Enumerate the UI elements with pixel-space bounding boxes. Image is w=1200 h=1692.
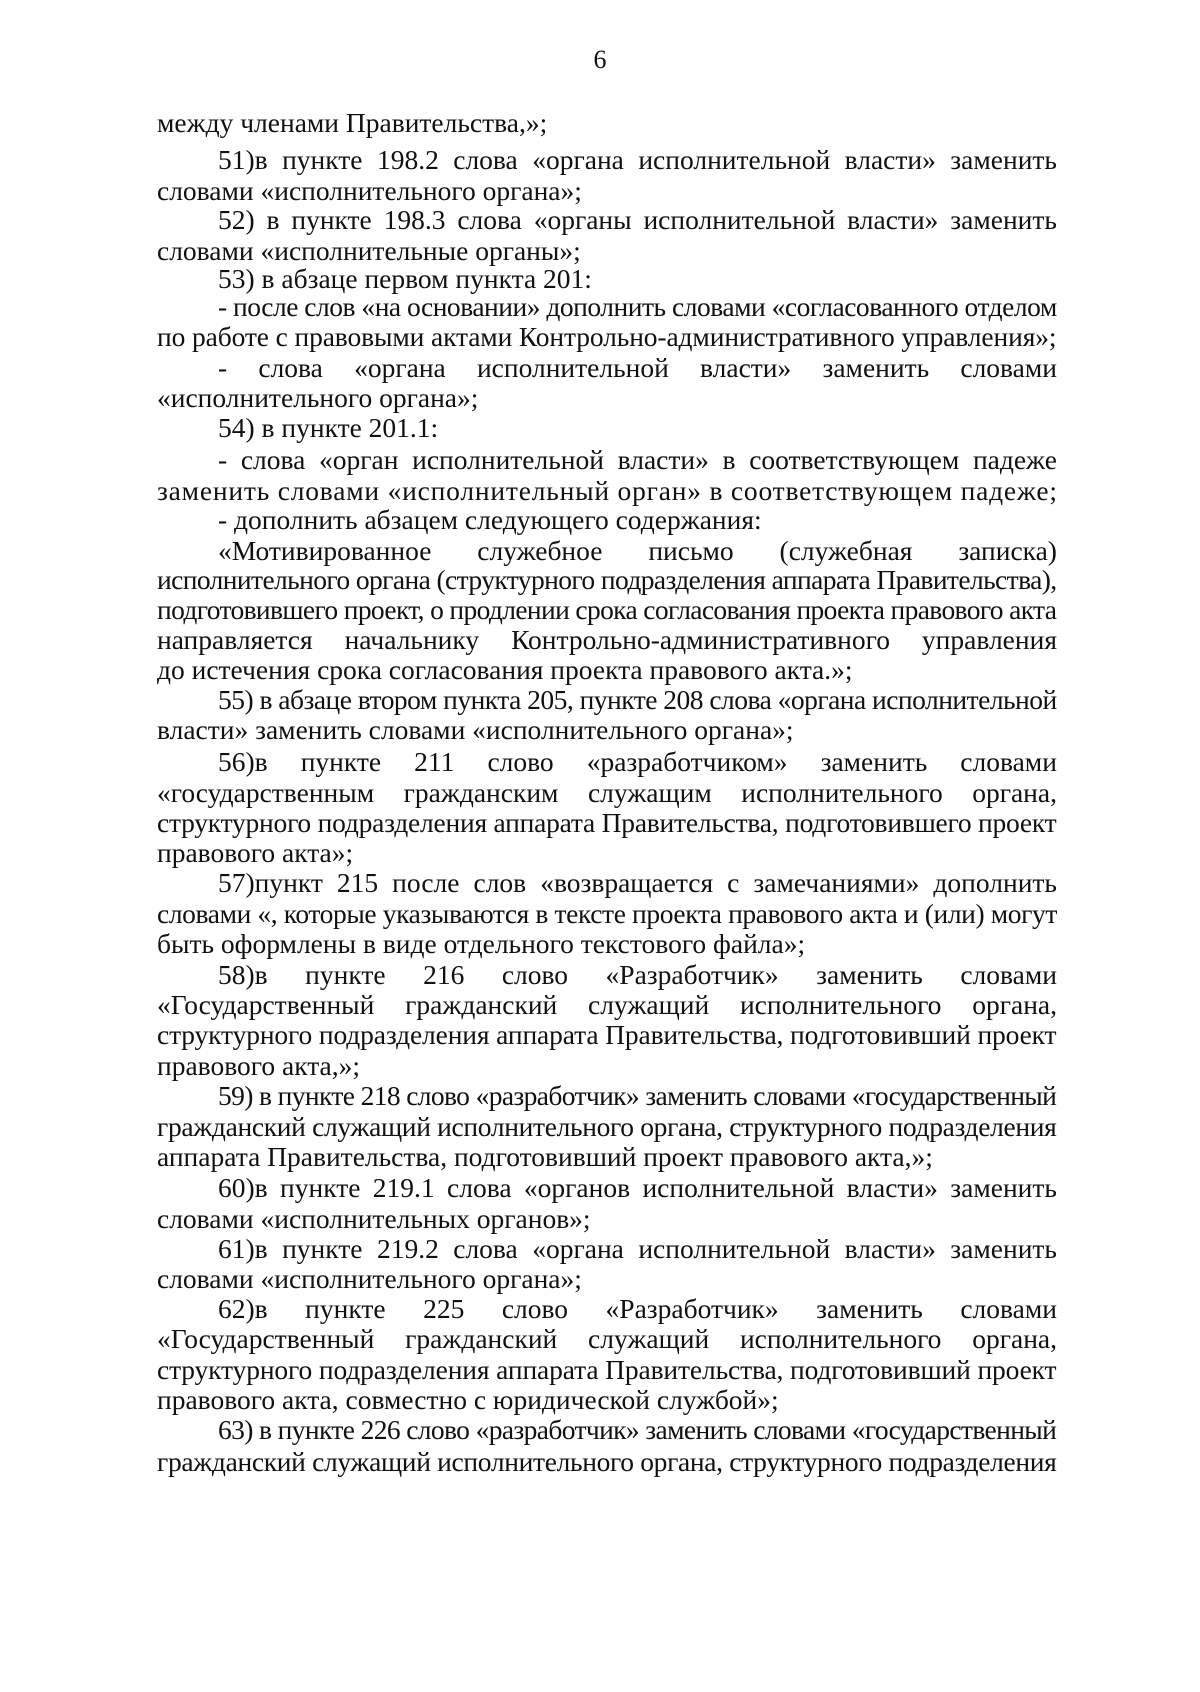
word: «органа bbox=[532, 1233, 624, 1264]
text-line bbox=[218, 958, 1057, 992]
word: 225 bbox=[423, 1293, 465, 1324]
word: власти» bbox=[844, 1233, 936, 1264]
text-line bbox=[218, 203, 1057, 237]
word: «возвращается bbox=[540, 867, 714, 898]
word: заменить bbox=[950, 204, 1057, 235]
word: «Разработчик» bbox=[605, 1293, 779, 1324]
word: дополнить bbox=[933, 867, 1057, 898]
word: записка) bbox=[958, 535, 1057, 566]
word: пункте bbox=[282, 144, 363, 175]
word: падеже bbox=[972, 444, 1057, 475]
word: власти» bbox=[846, 1172, 938, 1203]
text-line: правового акта, совместно с юридической службой»; bbox=[157, 1384, 779, 1415]
word: «разработчиком» bbox=[586, 746, 788, 777]
text-line: гражданский служащий исполнительного органа, структурного подразделения bbox=[157, 1111, 1057, 1142]
text-line: быть оформлены в виде отдельного текстового файла»; bbox=[157, 928, 806, 959]
word: заменить bbox=[822, 352, 930, 383]
word: слова bbox=[453, 1233, 518, 1264]
text-line: 53) в абзаце первом пункта 201: bbox=[218, 263, 592, 294]
word: служебное bbox=[477, 535, 603, 566]
word: слово bbox=[501, 959, 569, 990]
word: исполнительной bbox=[638, 144, 831, 175]
text-line: структурного подразделения аппарата Правительства, подготовивший проект bbox=[157, 1354, 1057, 1385]
word: гражданским bbox=[403, 777, 559, 808]
text-line bbox=[157, 776, 1057, 810]
word: «органов bbox=[523, 1172, 631, 1203]
text-line: - после слов «на основании» дополнить словами «согласованного отделом bbox=[218, 291, 1057, 322]
word: заменить bbox=[950, 1172, 1057, 1203]
word: исполнительной bbox=[638, 1233, 831, 1264]
word: - bbox=[218, 352, 228, 383]
word: гражданский bbox=[405, 1323, 558, 1354]
text-line bbox=[218, 143, 1057, 177]
text-line: заменить словами «исполнительный орган» в соответствующем падеже; bbox=[157, 475, 1058, 506]
text-line: структурного подразделения аппарата Правительства, подготовивший проект bbox=[157, 1019, 1057, 1050]
word: 61)в bbox=[218, 1233, 268, 1264]
word: власти» bbox=[617, 444, 709, 475]
text-line: структурного подразделения аппарата Правительства, подготовившего проект bbox=[157, 807, 1057, 838]
word: слова bbox=[258, 352, 323, 383]
text-line bbox=[157, 1322, 1057, 1356]
word: «орган bbox=[319, 444, 399, 475]
word: словами bbox=[960, 746, 1057, 777]
text-line: исполнительного органа (структурного подразделения аппарата Правительства), bbox=[157, 564, 1057, 595]
word: 211 bbox=[414, 746, 455, 777]
word: пункте bbox=[282, 1233, 363, 1264]
word: замечаниями» bbox=[753, 867, 920, 898]
word: 219.2 bbox=[376, 1233, 439, 1264]
text-line bbox=[157, 623, 1057, 657]
text-line: 63) в пункте 226 слово «разработчик» заменить словами «государственный bbox=[218, 1414, 1057, 1445]
word: слова bbox=[240, 444, 306, 475]
text-line bbox=[218, 1232, 1057, 1266]
word: пункте bbox=[280, 1172, 361, 1203]
word: «органы bbox=[533, 204, 632, 235]
word: «государственным bbox=[157, 777, 375, 808]
text-line: между членами Правительства,»; bbox=[157, 107, 548, 138]
word: исполнительной bbox=[476, 352, 669, 383]
word: заменить bbox=[820, 746, 928, 777]
text-line: гражданский служащий исполнительного органа, структурного подразделения bbox=[157, 1446, 1057, 1477]
word: заменить bbox=[950, 1233, 1057, 1264]
word: пункте bbox=[300, 746, 382, 777]
word: с bbox=[727, 867, 740, 898]
word: направляется bbox=[157, 624, 313, 655]
word: 219.1 bbox=[372, 1172, 435, 1203]
word: письмо bbox=[648, 535, 734, 566]
text-line bbox=[218, 351, 1057, 385]
word: слова bbox=[447, 1172, 512, 1203]
text-line: правового акта»; bbox=[157, 837, 354, 868]
word: исполнительной bbox=[643, 204, 836, 235]
word: управления bbox=[921, 624, 1057, 655]
text-line bbox=[218, 1171, 1057, 1205]
text-line: «исполнительного органа»; bbox=[157, 382, 479, 413]
word: начальнику bbox=[344, 624, 480, 655]
word: - bbox=[218, 444, 228, 475]
word: «Государственный bbox=[157, 1323, 375, 1354]
word: власти» bbox=[700, 352, 792, 383]
word: слова bbox=[453, 144, 518, 175]
word: 52) bbox=[218, 204, 255, 235]
word: «Разработчик» bbox=[605, 959, 779, 990]
word: 62)в bbox=[218, 1293, 268, 1324]
word: «Государственный bbox=[157, 989, 375, 1020]
text-line: власти» заменить словами «исполнительного органа»; bbox=[157, 714, 794, 745]
word: «органа bbox=[354, 352, 446, 383]
text-line: правового акта,»; bbox=[157, 1050, 361, 1081]
text-line bbox=[218, 443, 1057, 477]
word: в bbox=[266, 204, 280, 235]
word: слово bbox=[487, 746, 554, 777]
word: «Мотивированное bbox=[218, 535, 432, 566]
text-line: по работе с правовыми актами Контрольно-административного управления»; bbox=[157, 321, 1057, 352]
word: исполнительного bbox=[739, 989, 942, 1020]
text-line bbox=[218, 866, 1057, 900]
text-line bbox=[157, 988, 1057, 1022]
word: исполнительного bbox=[741, 777, 943, 808]
text-line: 54) в пункте 201.1: bbox=[218, 412, 439, 443]
text-line: аппарата Правительства, подготовивший проект правового акта,»; bbox=[157, 1141, 933, 1172]
word: исполнительной bbox=[642, 1172, 835, 1203]
word: 60)в bbox=[218, 1172, 268, 1203]
word: слово bbox=[501, 1293, 569, 1324]
word: исполнительной bbox=[412, 444, 604, 475]
word: служащий bbox=[588, 1323, 710, 1354]
word: власти» bbox=[847, 204, 939, 235]
word: после bbox=[392, 867, 460, 898]
word: исполнительного bbox=[739, 1323, 942, 1354]
text-line: словами «, которые указываются в тексте проекта правового акта и (или) могут bbox=[157, 898, 1058, 929]
word: 198.2 bbox=[376, 144, 439, 175]
word: 215 bbox=[336, 867, 379, 898]
word: служащим bbox=[587, 777, 712, 808]
word: словами bbox=[960, 352, 1057, 383]
word: «органа bbox=[532, 144, 624, 175]
word: 56)в bbox=[218, 746, 268, 777]
text-line: словами «исполнительных органов»; bbox=[157, 1203, 591, 1234]
page-number: 6 bbox=[593, 45, 607, 74]
word: пункте bbox=[291, 204, 372, 235]
text-line: словами «исполнительные органы»; bbox=[157, 235, 581, 266]
word: власти» bbox=[844, 144, 936, 175]
word: 198.3 bbox=[383, 204, 446, 235]
text-line: словами «исполнительного органа»; bbox=[157, 175, 582, 206]
word: пункте bbox=[305, 1293, 386, 1324]
text-line: до истечения срока согласования проекта правового акта.»; bbox=[157, 654, 853, 685]
word: гражданский bbox=[405, 989, 558, 1020]
text-line: подготовившего проект, о продлении срока согласования проекта правового акта bbox=[157, 594, 1057, 625]
word: заменить bbox=[816, 1293, 923, 1324]
word: слов bbox=[473, 867, 527, 898]
word: Контрольно-административного bbox=[511, 624, 890, 655]
word: заменить bbox=[950, 144, 1057, 175]
word: пункте bbox=[305, 959, 386, 990]
text-line bbox=[218, 1292, 1057, 1326]
word: органа, bbox=[972, 1323, 1057, 1354]
text-line: 59) в пункте 218 слово «разработчик» заменить словами «государственный bbox=[218, 1080, 1057, 1111]
text-line: - дополнить абзацем следующего содержания: bbox=[218, 504, 762, 535]
text-line: 55) в абзаце втором пункта 205, пункте 208 слова «органа исполнительной bbox=[218, 684, 1057, 715]
word: слова bbox=[457, 204, 522, 235]
word: в bbox=[722, 444, 736, 475]
word: 216 bbox=[423, 959, 465, 990]
word: 58)в bbox=[218, 959, 268, 990]
word: 51)в bbox=[218, 144, 268, 175]
word: (служебная bbox=[779, 535, 913, 566]
text-line bbox=[218, 745, 1057, 779]
word: соответствующем bbox=[749, 444, 960, 475]
text-line: словами «исполнительного органа»; bbox=[157, 1263, 582, 1294]
word: 57)пункт bbox=[218, 867, 323, 898]
word: словами bbox=[960, 1293, 1057, 1324]
word: словами bbox=[960, 959, 1057, 990]
word: служащий bbox=[588, 989, 710, 1020]
word: органа, bbox=[972, 989, 1057, 1020]
word: органа, bbox=[972, 777, 1057, 808]
word: заменить bbox=[816, 959, 923, 990]
